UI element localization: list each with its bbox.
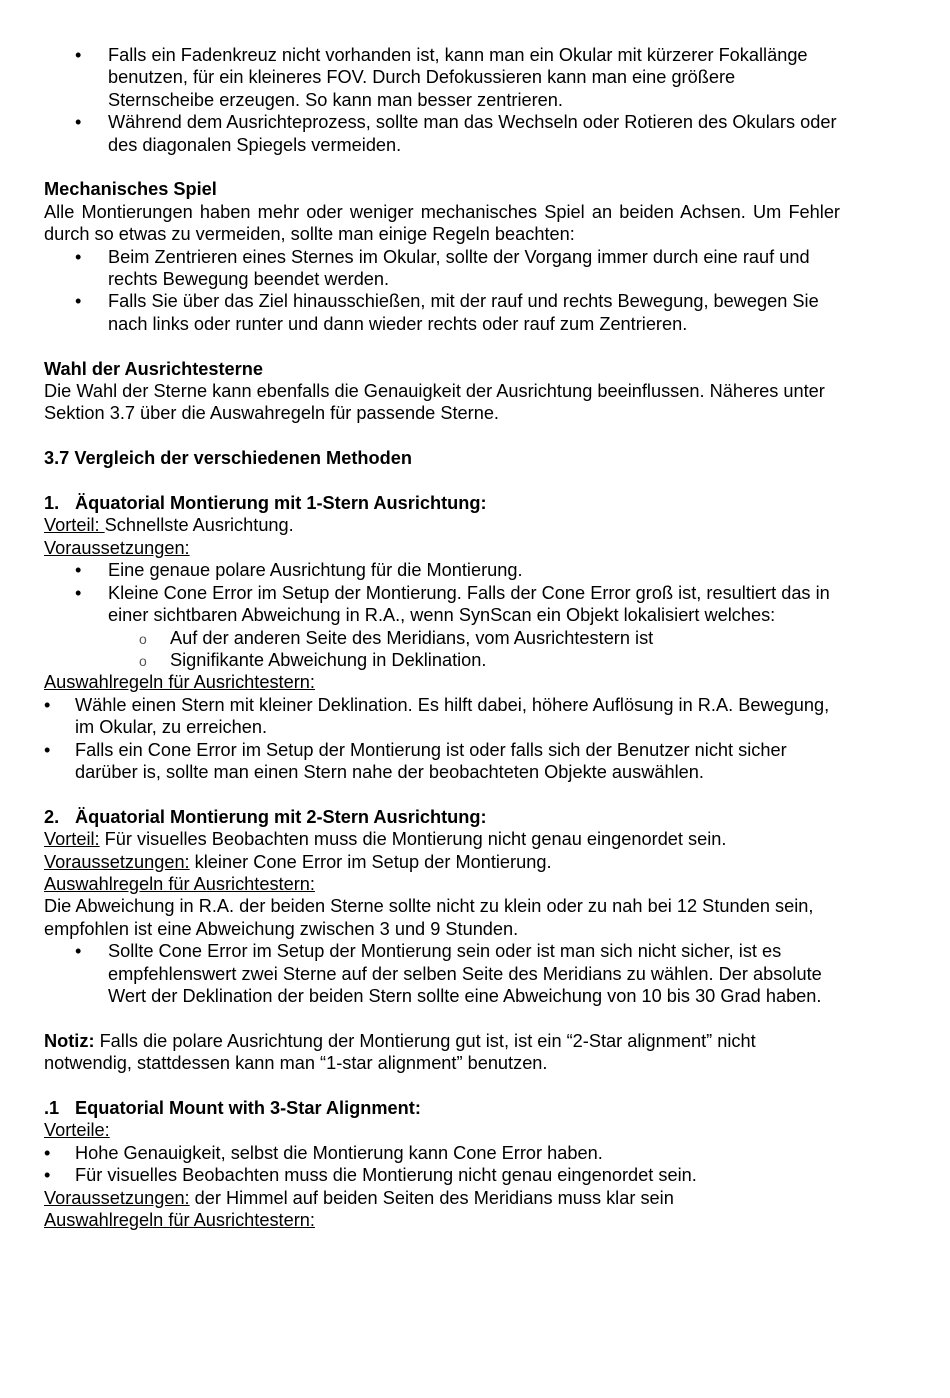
list-item: • Kleine Cone Error im Setup der Montierung. Falls der Cone Error groß ist, resultiert das in einer sichtbaren Abweichung in R.A., wenn SynScan ein Objekt lokalisiert welches: bbox=[44, 582, 840, 627]
vorteil-text: Für visuelles Beobachten muss die Montierung nicht genau eingenordet sein. bbox=[99, 829, 727, 850]
voraussetzungen-label: Voraussetzungen: bbox=[44, 851, 190, 872]
voraussetzungen-label: Voraussetzungen: bbox=[44, 537, 190, 558]
list-item: • Beim Zentrieren eines Sternes im Okular, sollte der Vorgang immer durch eine rauf und rechts Bewegung beendet werden. bbox=[44, 246, 840, 291]
vorteile-label: Vorteile: bbox=[44, 1120, 110, 1141]
list-item: • Für visuelles Beobachten muss die Montierung nicht genau eingenordet sein. bbox=[44, 1164, 840, 1186]
sub-list-item: o Auf der anderen Seite des Meridians, vom Ausrichtestern ist bbox=[44, 627, 840, 649]
voraussetzungen-text: kleiner Cone Error im Setup der Montierung. bbox=[189, 851, 552, 872]
method-title: Äquatorial Montierung mit 2-Stern Ausrichtung: bbox=[75, 806, 487, 827]
vorteil-line bbox=[44, 828, 840, 850]
voraussetzungen-line bbox=[44, 1187, 840, 1209]
vorteil-text: Schnellste Ausrichtung. bbox=[104, 515, 294, 536]
auswahlregeln-label: Auswahlregeln für Ausrichtestern: bbox=[44, 672, 315, 693]
method-2-heading bbox=[44, 806, 840, 828]
auswahlregeln-label: Auswahlregeln für Ausrichtestern: bbox=[44, 873, 315, 894]
method-number: 2. bbox=[44, 806, 60, 827]
list-item: • Falls Sie über das Ziel hinausschießen, mit der rauf und rechts Bewegung, bewegen Sie nach links oder runter und dann wieder rechts oder rauf zum Zentrieren. bbox=[44, 290, 840, 335]
method-1-heading bbox=[44, 492, 840, 514]
section-heading-wahl: Wahl der Ausrichtesterne bbox=[44, 358, 263, 379]
bullet-list bbox=[44, 1142, 840, 1187]
paragraph: Die Wahl der Sterne kann ebenfalls die Genauigkeit der Ausrichtung beeinflussen. Näheres unter Sektion 3.7 über die Auswahregeln für passende Sterne. bbox=[44, 381, 825, 424]
bullet-list bbox=[44, 694, 840, 784]
list-item: • Hohe Genauigkeit, selbst die Montierung kann Cone Error haben. bbox=[44, 1142, 840, 1164]
notiz-paragraph bbox=[44, 1030, 840, 1075]
intro-bullet-list bbox=[44, 44, 840, 156]
list-item: • Falls ein Cone Error im Setup der Montierung ist oder falls sich der Benutzer nicht sicher darüber is, sollte man einen Stern nahe der beobachteten Objekte auswählen. bbox=[44, 739, 840, 784]
notiz-text: Falls die polare Ausrichtung der Montierung gut ist, ist ein “2-Star alignment” nicht notwendig, stattdessen kann man “1-star alignment” benutzen. bbox=[44, 1030, 756, 1074]
bullet-list bbox=[44, 940, 840, 1007]
vorteil-label: Vorteil: bbox=[44, 829, 100, 850]
section-heading-3-7: 3.7 Vergleich der verschiedenen Methoden bbox=[44, 448, 412, 469]
notiz-label: Notiz: bbox=[44, 1030, 95, 1051]
paragraph: Die Abweichung in R.A. der beiden Sterne sollte nicht zu klein oder zu nah bei 12 Stunden sein, empfohlen ist eine Abweichung zwischen 3 und 9 Stunden. bbox=[44, 896, 814, 939]
voraussetzungen-label: Voraussetzungen: bbox=[44, 1187, 190, 1208]
bullet-list bbox=[44, 246, 840, 336]
voraussetzungen-text: der Himmel auf beiden Seiten des Meridians muss klar sein bbox=[189, 1187, 674, 1208]
method-number: 1. bbox=[44, 493, 60, 514]
auswahlregeln-label: Auswahlregeln für Ausrichtestern: bbox=[44, 1210, 315, 1231]
vorteil-label: Vorteil: bbox=[44, 515, 105, 536]
list-item: • Während dem Ausrichteprozess, sollte man das Wechseln oder Rotieren des Okulars oder des diagonalen Spiegels vermeiden. bbox=[44, 111, 840, 156]
paragraph: Alle Montierungen haben mehr oder weniger mechanisches Spiel an beiden Achsen. Um Fehler durch so etwas zu vermeiden, sollte man einige Regeln beachten: bbox=[44, 201, 840, 245]
bullet-list bbox=[44, 559, 840, 671]
method-number: .1 bbox=[44, 1097, 60, 1118]
section-heading-mechanisches-spiel: Mechanisches Spiel bbox=[44, 179, 217, 200]
method-title: Equatorial Mount with 3-Star Alignment: bbox=[75, 1097, 421, 1118]
method-3-heading bbox=[44, 1097, 840, 1119]
list-item: • Sollte Cone Error im Setup der Montierung sein oder ist man sich nicht sicher, ist es empfehlenswert zwei Sterne auf der selben Seite des Meridians zu wählen. Der absolute Wert der Deklination der beiden Stern sollte eine Abweichung von 10 bis 30 Grad haben. bbox=[44, 940, 840, 1007]
vorteil-line bbox=[44, 514, 840, 536]
list-item: • Wähle einen Stern mit kleiner Deklination. Es hilft dabei, höhere Auflösung in R.A. Bewegung, im Okular, zu erreichen. bbox=[44, 694, 840, 739]
voraussetzungen-line bbox=[44, 851, 840, 873]
list-item: • Eine genaue polare Ausrichtung für die Montierung. bbox=[44, 559, 840, 581]
sub-list-item: o Signifikante Abweichung in Deklination. bbox=[44, 649, 840, 671]
list-item: • Falls ein Fadenkreuz nicht vorhanden ist, kann man ein Okular mit kürzerer Fokallänge benutzen, für ein kleineres FOV. Durch Defokussieren kann man eine größere Sternscheibe erzeugen. So kann man besser zentrieren. bbox=[44, 44, 840, 111]
document-page bbox=[44, 44, 840, 1231]
method-title: Äquatorial Montierung mit 1-Stern Ausrichtung: bbox=[75, 493, 487, 514]
